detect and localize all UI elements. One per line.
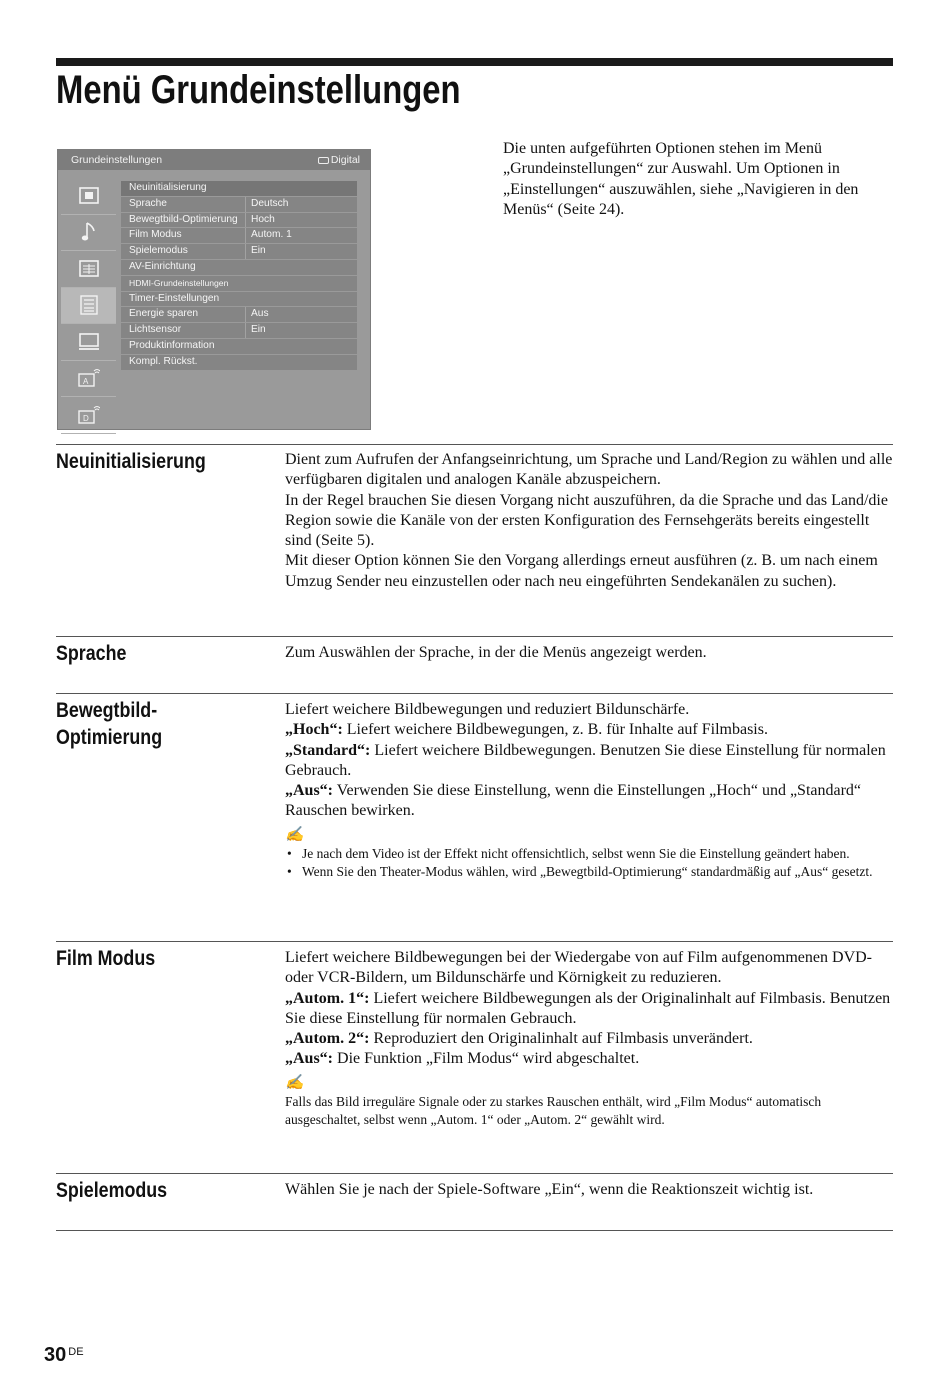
menu-row-value: Ein (251, 245, 266, 257)
note-icon: ✍ (285, 826, 304, 843)
section-divider (56, 1173, 893, 1174)
term-bewegtbild-optimierung (56, 697, 162, 751)
title-bar (56, 58, 893, 66)
section-divider (56, 1230, 893, 1231)
menu-row-label: Film Modus (129, 229, 182, 241)
desc-film-modus (285, 948, 895, 1128)
menu-row-label: Timer-Einstellungen (129, 292, 220, 304)
menu-row-label: Spielemodus (129, 245, 188, 257)
paragraph: Mit dieser Option können Sie den Vorgang allerdings erneut ausführen (z. B. um nach einem Umzug Sender neu einzustellen oder nach neu eingeführten Sendekanälen zu suchen). (285, 552, 878, 590)
menu-screenshot (57, 149, 371, 430)
menu-row-label: Lichtsensor (129, 324, 182, 336)
term-neuinitialisierung: Neuinitialisierung (56, 450, 206, 473)
intro-text: Die unten aufgeführten Optionen stehen im Menü „Grundeinstellungen“ zur Auswahl. Um Optionen in „Einstellungen“ auszuwählen, siehe „Navigieren in den Menüs“ (Seite 24). (503, 140, 859, 218)
section-divider (56, 941, 893, 942)
menu-row-label: Neuinitialisierung (129, 182, 207, 193)
picture-icon (61, 178, 116, 215)
section-divider (56, 636, 893, 637)
menu-row-label: Sprache (129, 197, 167, 209)
menu-row-label: Bewegtbild-Optimierung (129, 213, 238, 225)
paragraph: In der Regel brauchen Sie diesen Vorgang nicht auszuführen, da die Sprache und das Land/die Region sowie die Kanäle von der ersten Konfiguration des Fernsehgeräts bereits eingestellt sind (Seite 5). (285, 491, 888, 550)
term-spielemodus: Spielemodus (56, 1179, 168, 1202)
term-film-modus: Film Modus (56, 947, 156, 970)
page-title: Menü Grundeinstellungen (56, 68, 461, 112)
desc-neuinitialisierung (285, 450, 895, 592)
screen-settings-icon (61, 251, 116, 288)
option-label: „Aus“: (285, 782, 334, 800)
desc-spielemodus (285, 1180, 895, 1200)
note-icon: ✍ (285, 1074, 304, 1091)
menu-row[interactable] (121, 213, 357, 228)
desc-sprache (285, 643, 895, 663)
menu-row[interactable] (121, 228, 357, 243)
menu-row[interactable] (121, 355, 357, 370)
page-number: 30 (44, 1344, 67, 1366)
note-item: • Wenn Sie den Theater-Modus wählen, wird „Bewegtbild-Optimierung“ standardmäßig auf „Aus“ gesetzt. (285, 863, 895, 881)
option-text: Die Funktion „Film Modus“ wird abgeschaltet. (333, 1050, 640, 1068)
menu-row[interactable] (121, 244, 357, 259)
option (285, 720, 895, 740)
menu-row-value: Deutsch (251, 197, 289, 209)
paragraph: Liefert weichere Bildbewegungen bei der Wiedergabe von auf Film aufgenommenen DVD- oder VCR-Bildern, um Bildunschärfe und Körnigkeit zu reduzieren. (285, 949, 872, 987)
option-label: „Aus“: (285, 1050, 334, 1068)
option-label: „Autom. 1“: (285, 989, 370, 1007)
menu-title: Grundeinstellungen (71, 154, 163, 166)
menu-row[interactable] (121, 339, 357, 354)
music-note-icon (61, 215, 116, 252)
svg-text:D: D (82, 413, 89, 423)
menu-row[interactable] (121, 276, 357, 291)
desc-bewegtbild-optimierung (285, 700, 895, 880)
menu-rows (121, 181, 357, 371)
language-code: DE (68, 1346, 84, 1358)
paragraph: Dient zum Aufrufen der Anfangseinrichtung, um Sprache und Land/Region zu wählen und alle verfügbaren digitalen und analogen Kanäle abzuspeichern. (285, 451, 893, 489)
page-footer (44, 1344, 84, 1367)
menu-row[interactable] (121, 323, 357, 338)
menu-row[interactable] (121, 260, 357, 275)
menu-row[interactable] (121, 181, 357, 196)
term-line: Bewegtbild- (56, 699, 158, 722)
option-text: Liefert weichere Bildbewegungen. Benutzen Sie diese Einstellung für normalen Gebrauch. (285, 741, 886, 779)
option (285, 1029, 895, 1049)
section-divider (56, 444, 893, 445)
menu-row[interactable] (121, 197, 357, 212)
menu-row-value: Aus (251, 308, 269, 320)
menu-row[interactable] (121, 292, 357, 307)
paragraph: Wählen Sie je nach der Spiele-Software „Ein“, wenn die Reaktionszeit wichtig ist. (285, 1181, 814, 1198)
menu-row-value: Ein (251, 324, 266, 336)
option (285, 781, 895, 822)
menu-mode (318, 154, 360, 166)
menu-row-label: Kompl. Rückst. (129, 355, 198, 367)
monitor-icon (61, 324, 116, 361)
term-sprache: Sprache (56, 642, 127, 665)
digital-mode-icon (318, 157, 329, 164)
option-text: Verwenden Sie diese Einstellung, wenn die Einstellungen „Hoch“ und „Standard“ Rauschen bewirken. (285, 782, 862, 820)
paragraph: Zum Auswählen der Sprache, in der die Menüs angezeigt werden. (285, 644, 707, 661)
svg-text:A: A (82, 377, 88, 387)
option (285, 1049, 895, 1069)
option (285, 741, 895, 782)
paragraph: Liefert weichere Bildbewegungen und reduziert Bildunschärfe. (285, 701, 690, 718)
option-label: „Hoch“: (285, 721, 343, 739)
option-text: Liefert weichere Bildbewegungen, z. B. für Inhalte auf Filmbasis. (342, 721, 768, 739)
option-label: „Standard“: (285, 741, 371, 759)
menu-mode-label: Digital (330, 154, 360, 166)
menu-row-label: Produktinformation (129, 339, 215, 351)
menu-row-label: AV-Einrichtung (129, 260, 196, 272)
menu-row-label: HDMI-Grundeinstellungen (129, 277, 229, 288)
menu-row-label: Energie sparen (129, 308, 199, 320)
option-text: Liefert weichere Bildbewegungen als der Originalinhalt auf Filmbasis. Benutzen Sie diese Einstellung für normalen Gebrauch. (285, 989, 891, 1027)
menu-row-value: Hoch (251, 213, 275, 225)
analog-antenna-icon (61, 361, 116, 398)
menu-row[interactable] (121, 307, 357, 322)
note-item: • Je nach dem Video ist der Effekt nicht offensichtlich, selbst wenn Sie die Einstellung geändert haben. (285, 845, 895, 863)
note-list (285, 845, 895, 881)
note-text: Falls das Bild irreguläre Signale oder zu starkes Rauschen enthält, wird „Film Modus“ automatisch ausgeschaltet, selbst wenn „Autom. 1“ oder „Autom. 2“ gewählt wird. (285, 1093, 822, 1127)
digital-antenna-icon (61, 397, 116, 434)
option-text: Reproduziert den Originalinhalt auf Filmbasis unverändert. (369, 1030, 753, 1048)
menu-icon-column (61, 178, 116, 434)
section-divider (56, 693, 893, 694)
option-label: „Autom. 2“: (285, 1030, 370, 1048)
menu-row-value: Autom. 1 (251, 229, 292, 241)
option (285, 989, 895, 1030)
menu-header (58, 150, 370, 170)
setup-icon (61, 288, 116, 325)
term-line: Optimierung (56, 726, 163, 749)
